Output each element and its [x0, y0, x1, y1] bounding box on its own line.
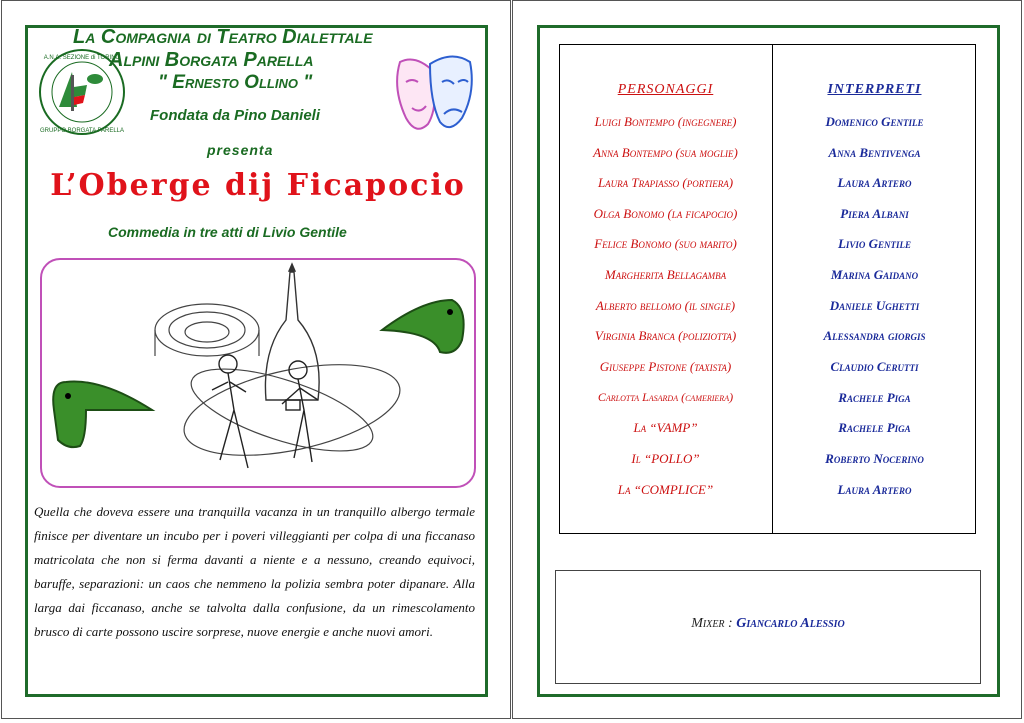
character-name: Olga Bonomo (la ficapocio)	[593, 206, 738, 221]
amphitheatre-drawing	[155, 304, 259, 356]
play-subtitle: Commedia in tre atti di Livio Gentile	[108, 224, 347, 240]
actor-name: Domenico Gentile	[825, 114, 924, 129]
character-name: Alberto bellomo (il single)	[595, 298, 736, 313]
svg-text:GRUPPO BORGATA PARELLA: GRUPPO BORGATA PARELLA	[39, 128, 125, 134]
character-name: La “COMPLICE”	[617, 482, 714, 497]
character-name: Laura Trapiasso (portiera)	[597, 175, 734, 190]
play-title: L’Oberge dij Ficapocio	[50, 168, 466, 203]
character-name: Anna Bontempo (sua moglie)	[593, 145, 738, 160]
actor-name: Rachele Piga	[838, 420, 911, 435]
company-name-line2: Alpini Borgata Parella	[109, 49, 314, 71]
illustration	[40, 258, 476, 488]
character-name: Margherita Bellagamba	[604, 267, 727, 282]
actors-header: INTERPRETI	[827, 82, 922, 97]
actor-name: Claudio Cerutti	[830, 359, 919, 374]
company-name-line1: La Compagnia di Teatro Dialettale	[73, 26, 373, 48]
mixer-name: Giancarlo Alessio	[736, 616, 845, 631]
character-name: Carlotta Lasarda (cameriera)	[597, 390, 734, 404]
company-name-line3: " Ernesto Ollino "	[158, 72, 313, 93]
green-creature-left	[53, 382, 152, 448]
mole-antonelliana-drawing	[265, 264, 319, 400]
actor-name: Rachele Piga	[838, 390, 911, 405]
actor-name: Anna Bentivenga	[828, 145, 921, 160]
characters-header: PERSONAGGI	[617, 82, 714, 97]
figures-drawing	[212, 355, 318, 468]
presents-label: presenta	[207, 142, 274, 158]
mixer-credit	[555, 616, 981, 632]
svg-text:A.N.A. SEZIONE di TORINO: A.N.A. SEZIONE di TORINO	[43, 55, 121, 61]
green-creature-right	[382, 300, 464, 353]
character-name: Il “POLLO”	[631, 451, 700, 466]
actor-name: Laura Artero	[837, 482, 912, 497]
character-name: La “VAMP”	[633, 420, 698, 435]
synopsis-text: Quella che doveva essere una tranquilla vacanza in un tranquillo albergo termale finisce per diventare un incubo per i poveri villeggianti per colpa di una ficcanaso matricolata che non si ferma davanti a niente e a nessuno, creando equivoci, baruffe, separazioni: un caos che nemmeno la polizia sembra poter dipanare. Alla larga dai ficcanaso, anche se talvolta dalla confusione, da un rimescolamento brusco di carte possono uscire sorprese, nuove energie e anche nuovi amori.	[34, 504, 475, 639]
theatre-masks-icon	[386, 48, 478, 140]
actor-name: Roberto Nocerino	[825, 451, 924, 466]
actor-name: Piera Albani	[840, 206, 909, 221]
actor-name: Livio Gentile	[837, 236, 912, 251]
founded-by: Fondata da Pino Danieli	[150, 107, 321, 124]
character-name: Virginia Branca (poliziotta)	[594, 328, 737, 343]
character-name: Felice Bonomo (suo marito)	[594, 236, 737, 251]
actor-name: Alessandra giorgis	[823, 328, 926, 343]
mixer-label: Mixer :	[691, 616, 733, 631]
actor-name: Laura Artero	[837, 175, 912, 190]
actor-name: Daniele Ughetti	[829, 298, 920, 313]
actor-name: Marina Gaidano	[830, 267, 919, 282]
character-name: Giuseppe Pistone (taxista)	[599, 359, 732, 374]
character-name: Luigi Bontempo (ingegnere)	[594, 114, 737, 129]
